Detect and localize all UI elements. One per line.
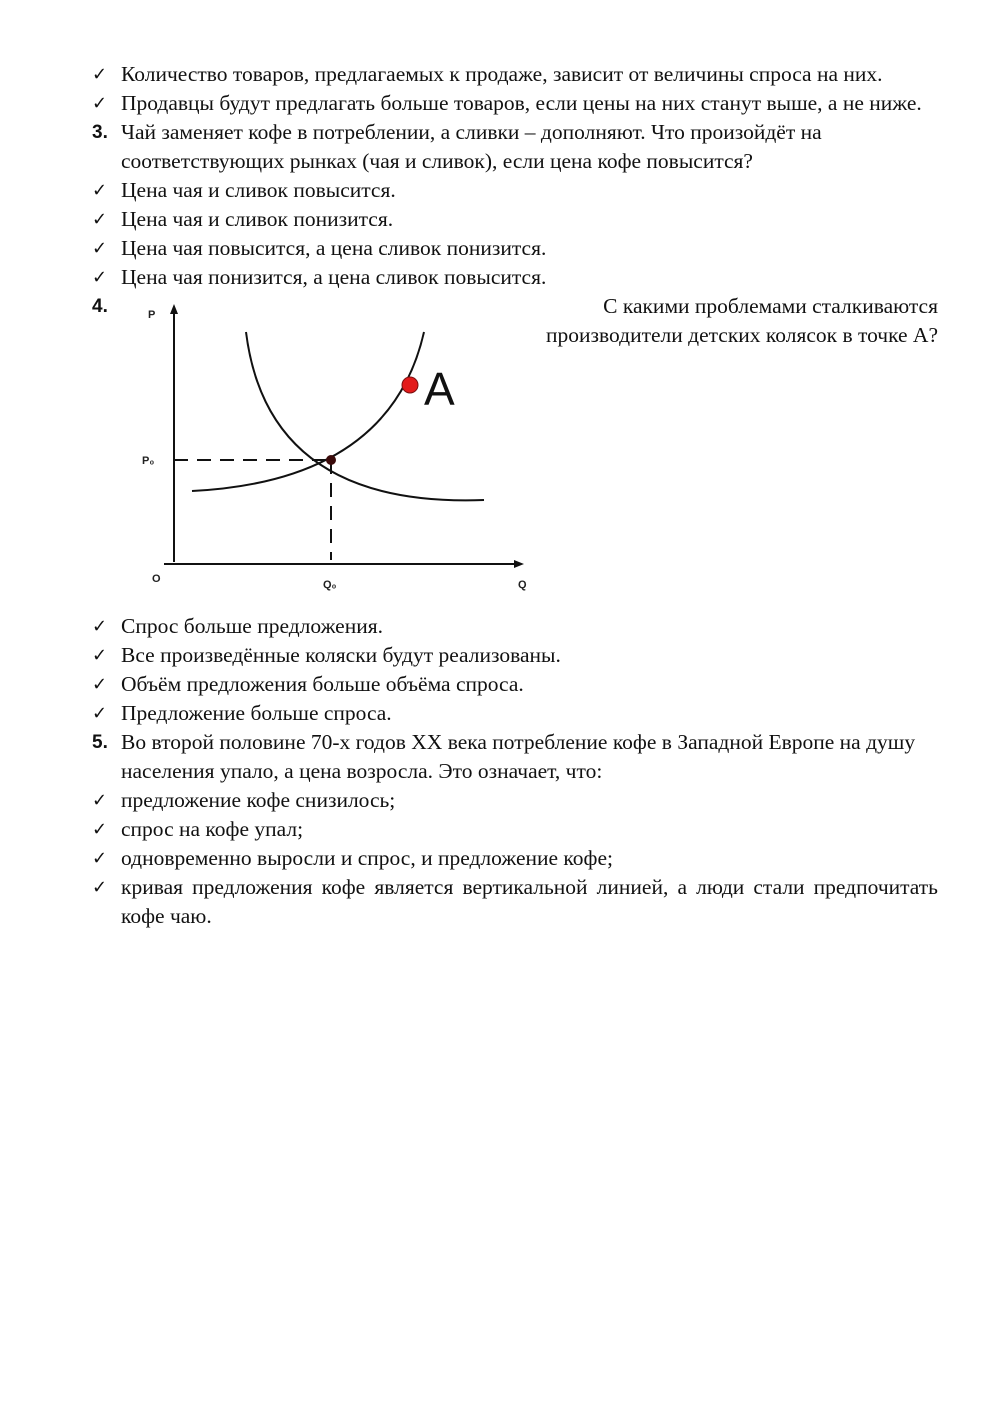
answer-text: Цена чая и сливок повысится. bbox=[121, 178, 396, 202]
checkmark-icon: ✓ bbox=[92, 238, 108, 259]
checkmark-icon: ✓ bbox=[92, 848, 108, 869]
checkmark-icon: ✓ bbox=[92, 64, 108, 85]
statement-item bbox=[92, 60, 938, 89]
question-text: Во второй половине 70-х годов XX века потребление кофе в Западной Европе на душу населения упало, а цена возросла. Это означает, что: bbox=[121, 730, 916, 783]
checkmark-icon: ✓ bbox=[92, 790, 108, 811]
checkmark-icon: ✓ bbox=[92, 616, 108, 637]
checkmark-icon: ✓ bbox=[92, 93, 108, 114]
question-5 bbox=[92, 728, 938, 786]
checkmark-icon: ✓ bbox=[92, 180, 108, 201]
point-a-label: A bbox=[424, 363, 455, 415]
statement-item bbox=[92, 89, 938, 118]
answer-option[interactable] bbox=[92, 873, 938, 931]
checkmark-icon: ✓ bbox=[92, 645, 108, 666]
answer-text: одновременно выросли и спрос, и предложение кофе; bbox=[121, 846, 613, 870]
y-axis-arrow-icon bbox=[170, 304, 178, 314]
answer-option[interactable] bbox=[92, 815, 938, 844]
checkmark-icon: ✓ bbox=[92, 819, 108, 840]
checkmark-icon: ✓ bbox=[92, 674, 108, 695]
answer-text: Спрос больше предложения. bbox=[121, 614, 383, 638]
question-text: С какими проблемами сталкиваются производители детских колясок в точке А? bbox=[546, 294, 938, 347]
supply-curve bbox=[192, 332, 424, 491]
checkmark-icon: ✓ bbox=[92, 267, 108, 288]
question-number: 5. bbox=[92, 732, 108, 753]
worksheet-page bbox=[92, 60, 938, 931]
y-axis-label: P bbox=[148, 309, 156, 321]
answer-text: кривая предложения кофе является вертикальной линией, а люди стали предпочитать кофе чаю. bbox=[121, 875, 938, 928]
answer-text: Цена чая понизится, а цена сливок повысится. bbox=[121, 265, 547, 289]
answer-option[interactable] bbox=[92, 176, 938, 205]
answer-option[interactable] bbox=[92, 786, 938, 815]
statement-text: Количество товаров, предлагаемых к продаже, зависит от величины спроса на них. bbox=[121, 62, 883, 86]
x-axis-label: Q bbox=[518, 579, 527, 591]
demand-curve bbox=[246, 332, 484, 500]
statement-text: Продавцы будут предлагать больше товаров, если цены на них станут выше, а не ниже. bbox=[121, 91, 922, 115]
answer-option[interactable] bbox=[92, 670, 938, 699]
checkmark-icon: ✓ bbox=[92, 703, 108, 724]
answer-option[interactable] bbox=[92, 641, 938, 670]
answer-option[interactable] bbox=[92, 699, 938, 728]
question-number: 4. bbox=[92, 296, 108, 317]
answer-text: предложение кофе снизилось; bbox=[121, 788, 396, 812]
price-tick-label: P₀ bbox=[142, 455, 155, 467]
origin-label: O bbox=[152, 573, 161, 585]
answer-text: Все произведённые коляски будут реализованы. bbox=[121, 643, 561, 667]
checkmark-icon: ✓ bbox=[92, 209, 108, 230]
question-4 bbox=[92, 292, 938, 612]
answer-text: Объём предложения больше объёма спроса. bbox=[121, 672, 524, 696]
answer-option[interactable] bbox=[92, 263, 938, 292]
answer-text: Предложение больше спроса. bbox=[121, 701, 392, 725]
supply-demand-chart bbox=[140, 298, 540, 610]
answer-text: Цена чая повысится, а цена сливок понизится. bbox=[121, 236, 547, 260]
answer-option[interactable] bbox=[92, 234, 938, 263]
equilibrium-point bbox=[326, 455, 336, 465]
answer-option[interactable] bbox=[92, 844, 938, 873]
answer-option[interactable] bbox=[92, 612, 938, 641]
checkmark-icon: ✓ bbox=[92, 877, 108, 898]
quantity-tick-label: Q₀ bbox=[323, 579, 337, 591]
question-number: 3. bbox=[92, 122, 108, 143]
answer-text: спрос на кофе упал; bbox=[121, 817, 304, 841]
question-3 bbox=[92, 118, 938, 176]
point-a-marker bbox=[402, 377, 418, 393]
x-axis-arrow-icon bbox=[514, 560, 524, 568]
answer-option[interactable] bbox=[92, 205, 938, 234]
question-text: Чай заменяет кофе в потреблении, а сливки – дополняют. Что произойдёт на соответствующих рынках (чая и сливок), если цена кофе повысится? bbox=[121, 120, 822, 173]
answer-text: Цена чая и сливок понизится. bbox=[121, 207, 394, 231]
